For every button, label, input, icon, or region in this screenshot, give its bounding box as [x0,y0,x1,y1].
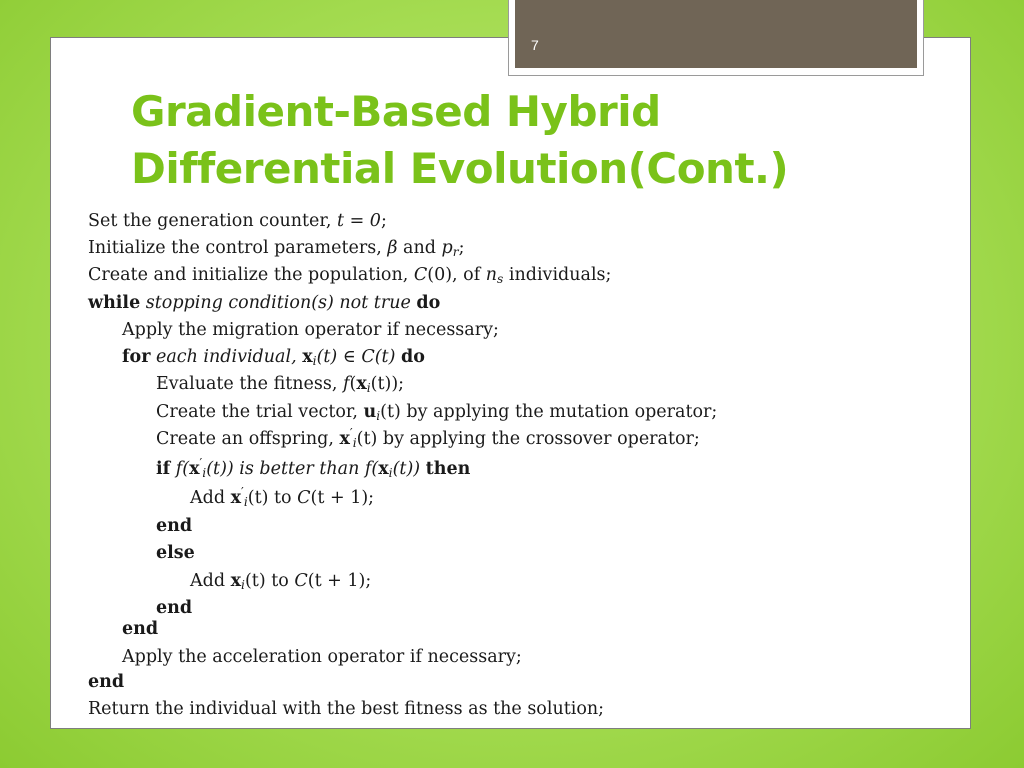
algo-keyword: end [156,598,193,618]
algo-prime: ′ [241,485,244,499]
algo-math: C [413,265,428,285]
algo-line-offspring [156,426,700,452]
algo-condition: each individual, [150,347,303,367]
algo-keyword: if [156,459,171,479]
algo-text: Apply the acceleration operator if necessary; [122,647,522,667]
algo-math: β [387,238,398,258]
algo-vector: x [356,374,367,394]
algo-subscript: i [241,578,245,592]
algo-math: C [297,488,311,508]
algo-text: Set the generation counter, [88,211,337,231]
algo-keyword: end [88,672,125,692]
algo-text: Add [190,488,231,508]
algo-line-end-if [156,513,192,539]
algo-text: individuals; [503,265,612,285]
algo-subscript: i [352,436,357,450]
algo-condition: stopping condition(s) not true [140,293,417,313]
algo-line-evaluate [156,371,404,397]
algo-text: (t) to [244,571,295,591]
algo-text: ( [349,374,357,394]
slide-number-tab-fill [515,0,917,68]
algo-text: Create the trial vector, [156,402,364,422]
slide-number-tab [508,0,924,76]
algo-text: Add [190,571,231,591]
algo-math: p [441,238,453,258]
algo-vector: x [302,347,313,367]
algo-text: (0), of [427,265,486,285]
algo-subscript: i [243,495,248,509]
algo-subscript: i [376,409,381,423]
algo-line-init-population [88,262,611,288]
algo-vector: x [189,459,200,479]
algo-text: Return the individual with the best fitness as the solution; [88,699,605,719]
algo-keyword: for [122,347,151,367]
algo-line-return [88,696,604,722]
algo-subscript: i [202,466,207,480]
algo-math: C [361,347,375,367]
algo-line-init-params [88,235,465,261]
algo-text: ; [380,211,387,231]
algo-vector: u [363,402,377,422]
algo-vector: x [378,459,389,479]
algo-line-acceleration [122,644,522,670]
algo-math: f [343,374,350,394]
algo-text: and [397,238,442,258]
algo-condition: (t)) is better than f( [206,459,379,479]
algo-text: (t) to [247,488,298,508]
slide-title [131,83,788,197]
algo-subscript: r [452,245,459,259]
algo-keyword: end [122,619,159,639]
algo-keyword: do [400,347,425,367]
algo-subscript: i [388,466,393,480]
algo-line-while [88,290,440,316]
algo-text: ; [458,238,465,258]
algo-keyword: do [416,293,441,313]
algo-line-for [122,344,425,370]
slide-title-line-1: Gradient-Based Hybrid [131,87,661,136]
slide-title-line-2: Differential Evolution(Cont.) [131,144,789,193]
algo-vector: x [230,488,242,508]
algo-keyword: then [425,459,471,479]
algo-math: C [294,571,308,591]
algo-math: (t) [374,347,401,367]
algo-text: Create an offspring, [156,429,340,449]
algo-keyword: end [156,516,193,536]
algo-math: n [485,265,498,285]
algo-subscript: s [497,272,504,286]
algo-text: (t)); [370,374,405,394]
algo-subscript: i [312,354,317,368]
algo-text: Evaluate the fitness, [156,374,343,394]
algo-math: t = 0 [336,211,381,231]
algo-math: (t)) [392,459,426,479]
algo-prime: ′ [199,456,203,470]
algo-line-end-while [88,669,124,695]
algo-line-set-counter [88,208,387,234]
algo-text: Initialize the control parameters, [88,238,388,258]
algo-vector: x [230,571,242,591]
algo-line-else [156,540,195,566]
algo-vector: x [339,429,350,449]
algo-text: (t + 1); [310,488,375,508]
algo-line-add-offspring [190,485,374,511]
algo-line-trial-vector [156,399,717,425]
algo-keyword: while [88,293,141,313]
algo-text: (t) by applying the mutation operator; [380,402,718,422]
algo-math: f( [170,459,190,479]
algo-text: Create and initialize the population, [88,265,414,285]
algo-line-add-parent [190,568,371,594]
algo-keyword: else [156,543,195,563]
algo-text: Apply the migration operator if necessary; [122,320,499,340]
algo-text: (t + 1); [307,571,372,591]
algo-prime: ′ [349,426,353,440]
algo-text: (t) by applying the crossover operator; [356,429,700,449]
algo-line-end-else [156,595,192,621]
algo-subscript: i [366,381,371,395]
algo-line-end-for [122,616,158,642]
slide-number: 7 [531,37,539,53]
algo-line-if [156,456,470,482]
algo-line-migration [122,317,499,343]
algo-math: (t) ∈ [316,347,362,367]
